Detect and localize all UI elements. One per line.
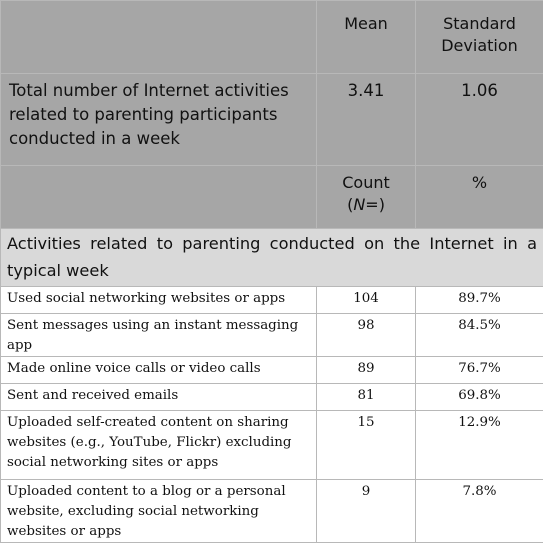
table-row bbox=[1, 480, 543, 543]
row-label: Uploaded self-created content on sharing websites (e.g., YouTube, Flickr) excluding social networking sites or apps bbox=[1, 411, 317, 480]
table-row bbox=[1, 384, 543, 411]
header-percent: % bbox=[416, 166, 543, 229]
header-standard-deviation: Standard Deviation bbox=[416, 1, 543, 74]
header-n-symbol: N bbox=[353, 195, 365, 214]
row-count: 104 bbox=[317, 287, 416, 314]
totals-sd: 1.06 bbox=[416, 74, 543, 166]
row-label: Used social networking websites or apps bbox=[1, 287, 317, 314]
table-row bbox=[1, 314, 543, 357]
header-count-label: Count bbox=[342, 173, 390, 192]
row-label: Made online voice calls or video calls bbox=[1, 357, 317, 384]
row-count: 15 bbox=[317, 411, 416, 480]
row-percent: 76.7% bbox=[416, 357, 543, 384]
row-percent: 89.7% bbox=[416, 287, 543, 314]
header-row bbox=[1, 1, 543, 74]
table-row bbox=[1, 357, 543, 384]
count-header-empty-cell bbox=[1, 166, 317, 229]
totals-mean: 3.41 bbox=[317, 74, 416, 166]
header-n-close: =) bbox=[365, 195, 385, 214]
row-count: 9 bbox=[317, 480, 416, 543]
row-count: 81 bbox=[317, 384, 416, 411]
row-percent: 7.8% bbox=[416, 480, 543, 543]
totals-label: Total number of Internet activities related to parenting participants conducted in a week bbox=[1, 74, 317, 166]
row-count: 89 bbox=[317, 357, 416, 384]
section-row bbox=[1, 229, 543, 287]
table-row bbox=[1, 411, 543, 480]
section-title: Activities related to parenting conducted on the Internet in a typical week bbox=[1, 229, 543, 287]
row-label: Sent messages using an instant messaging app bbox=[1, 314, 317, 357]
totals-row bbox=[1, 74, 543, 166]
header-count bbox=[317, 166, 416, 229]
row-percent: 69.8% bbox=[416, 384, 543, 411]
header-mean: Mean bbox=[317, 1, 416, 74]
header-empty-cell bbox=[1, 1, 317, 74]
row-percent: 84.5% bbox=[416, 314, 543, 357]
row-percent: 12.9% bbox=[416, 411, 543, 480]
table-row bbox=[1, 287, 543, 314]
row-count: 98 bbox=[317, 314, 416, 357]
row-label: Uploaded content to a blog or a personal website, excluding social networking websites or apps bbox=[1, 480, 317, 543]
count-header-row bbox=[1, 166, 543, 229]
row-label: Sent and received emails bbox=[1, 384, 317, 411]
header-n-open: ( bbox=[347, 195, 353, 214]
